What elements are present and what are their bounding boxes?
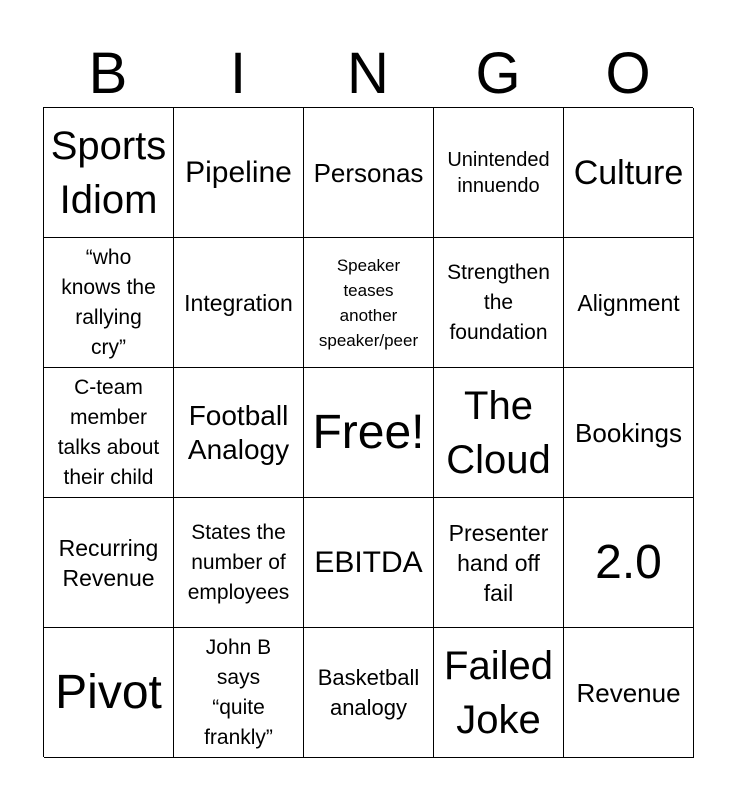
cell-label: Pipeline bbox=[185, 155, 292, 189]
bingo-cell[interactable] bbox=[304, 628, 434, 758]
cell-label: Pivot bbox=[55, 665, 162, 719]
bingo-cell[interactable] bbox=[564, 368, 694, 498]
cell-label: Alignment bbox=[577, 289, 680, 316]
cell-label: Strengthen the foundation bbox=[447, 260, 550, 344]
cell-label: Football Analogy bbox=[187, 399, 290, 465]
cell-label: States the number of employees bbox=[187, 520, 290, 604]
bingo-cell[interactable] bbox=[304, 238, 434, 368]
bingo-cell[interactable] bbox=[304, 108, 434, 238]
bingo-cell[interactable] bbox=[174, 238, 304, 368]
cell-label: Personas bbox=[313, 157, 424, 188]
header-letter-i: I bbox=[229, 41, 247, 106]
bingo-cell[interactable] bbox=[564, 498, 694, 628]
cell-label: Recurring Revenue bbox=[58, 534, 159, 591]
bingo-cell[interactable] bbox=[564, 238, 694, 368]
cell-label: Failed Joke bbox=[444, 643, 553, 742]
bingo-cell[interactable] bbox=[44, 628, 174, 758]
bingo-cell[interactable] bbox=[564, 628, 694, 758]
bingo-cell[interactable] bbox=[174, 498, 304, 628]
header-letter-g: G bbox=[475, 41, 521, 106]
cell-label: EBITDA bbox=[314, 545, 423, 579]
cell-label: Sports Idiom bbox=[50, 123, 167, 222]
bingo-cell[interactable] bbox=[434, 108, 564, 238]
free-space-label: Free! bbox=[312, 405, 425, 459]
bingo-card-grid bbox=[43, 107, 693, 757]
cell-label: Integration bbox=[184, 289, 293, 316]
bingo-cell[interactable] bbox=[174, 108, 304, 238]
free-space-cell[interactable] bbox=[304, 368, 434, 498]
cell-label: 2.0 bbox=[595, 535, 662, 589]
cell-label: The Cloud bbox=[446, 383, 551, 482]
cell-label: Culture bbox=[573, 153, 684, 192]
cell-label: Speaker teases another speaker/peer bbox=[318, 255, 419, 350]
header-letter-b: B bbox=[88, 41, 128, 106]
bingo-cell[interactable] bbox=[304, 498, 434, 628]
bingo-cell[interactable] bbox=[434, 238, 564, 368]
cell-label: John B says “quite frankly” bbox=[204, 635, 273, 749]
cell-label: Presenter hand off fail bbox=[448, 519, 549, 606]
bingo-cell[interactable] bbox=[174, 368, 304, 498]
bingo-cell[interactable] bbox=[44, 108, 174, 238]
bingo-cell[interactable] bbox=[564, 108, 694, 238]
bingo-cell[interactable] bbox=[174, 628, 304, 758]
bingo-cell[interactable] bbox=[44, 368, 174, 498]
bingo-cell[interactable] bbox=[434, 498, 564, 628]
cell-label: Basketball analogy bbox=[317, 664, 420, 720]
cell-label: Revenue bbox=[576, 677, 681, 708]
cell-label: Unintended innuendo bbox=[447, 148, 550, 197]
cell-label: Bookings bbox=[575, 417, 682, 448]
bingo-cell[interactable] bbox=[44, 238, 174, 368]
cell-label: “who knows the rallying cry” bbox=[61, 245, 156, 359]
bingo-cell[interactable] bbox=[434, 368, 564, 498]
bingo-header bbox=[43, 40, 693, 108]
bingo-cell[interactable] bbox=[434, 628, 564, 758]
cell-label: C-team member talks about their child bbox=[57, 375, 160, 489]
header-letter-n: N bbox=[347, 41, 389, 106]
bingo-cell[interactable] bbox=[44, 498, 174, 628]
header-letter-o: O bbox=[605, 41, 651, 106]
